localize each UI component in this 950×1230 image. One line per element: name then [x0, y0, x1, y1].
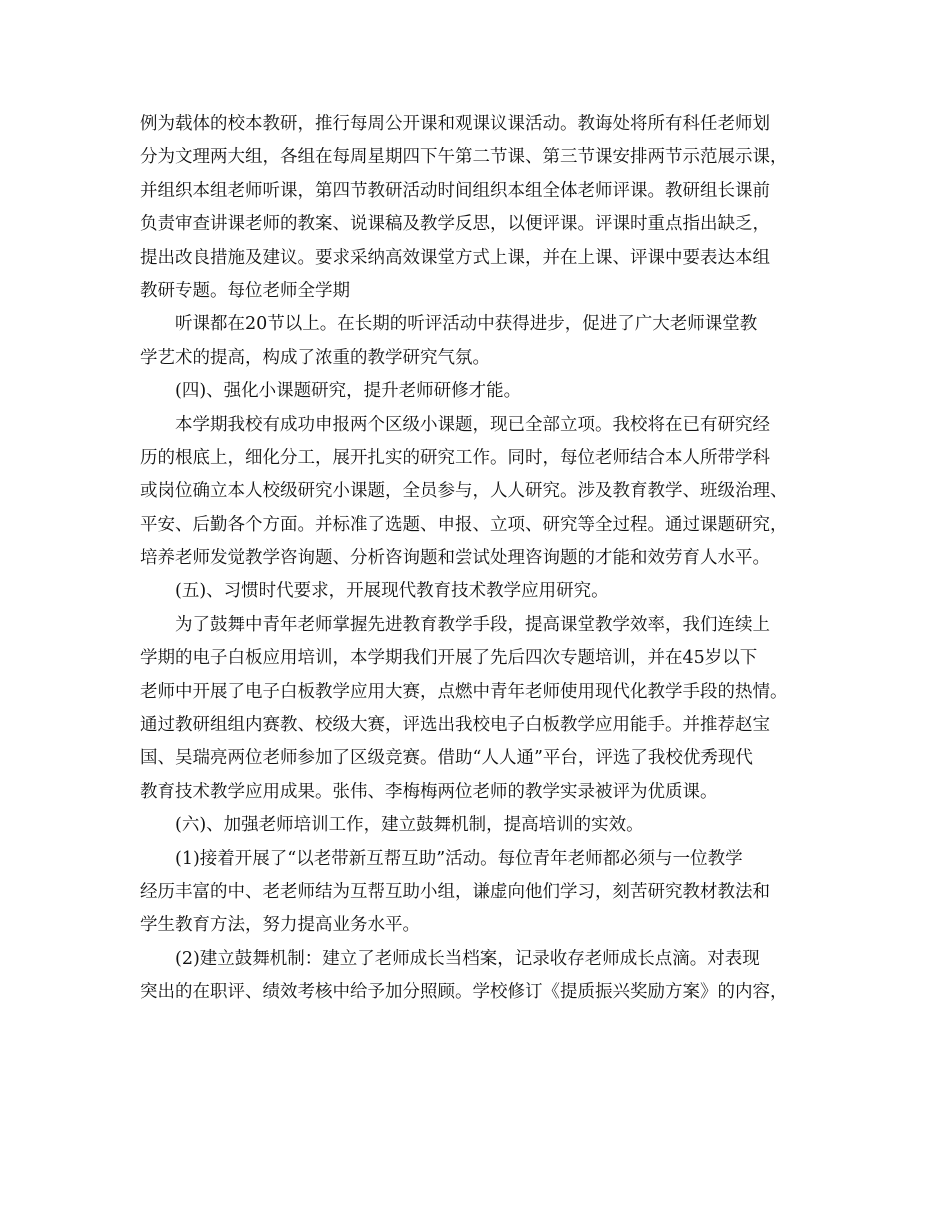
text-line: 教育技术教学应用成果。张伟、李梅梅两位老师的教学实录被评为优质课。 — [140, 781, 718, 802]
text-line: 历的根底上，细化分工，展开扎实的研究工作。同时，每位老师结合本人所带学科 — [140, 447, 770, 468]
text-line: 老师中开展了电子白板教学应用大赛，点燃中青年老师使用现代化教学手段的热情。 — [140, 681, 788, 702]
text-line: 突出的在职评、绩效考核中给予加分照顾。学校修订《提质振兴奖励方案》的内容， — [140, 982, 788, 1003]
text-line: 教研专题。每位老师全学期 — [140, 280, 350, 301]
text-line: 经历丰富的中、老老师结为互帮互助小组，谦虚向他们学习，刻苦研究教材教法和 — [140, 881, 770, 902]
text-line: 或岗位确立本人校级研究小课题，全员参与，人人研究。涉及教育教学、班级治理、 — [140, 481, 788, 502]
text-line: (四)、强化小课题研究，提升老师研修才能。 — [175, 381, 522, 402]
text-line: (五)、习惯时代要求，开展现代教育技术教学应用研究。 — [175, 581, 609, 602]
text-line: (1)接着开展了“以老带新互帮互助”活动。每位青年老师都必须与一位教学 — [175, 848, 743, 869]
text-line: 学期的电子白板应用培训，本学期我们开展了先后四次专题培训，并在45岁以下 — [140, 648, 758, 669]
text-line: 为了鼓舞中青年老师掌握先进教育教学手段，提高课堂教学效率，我们连续上 — [175, 614, 770, 635]
text-line: (2)建立鼓舞机制：建立了老师成长当档案，记录收存老师成长点滴。对表现 — [175, 948, 760, 969]
text-line: 通过教研组组内赛教、校级大赛，评选出我校电子白板教学应用能手。并推荐赵宝 — [140, 715, 770, 736]
text-line: 负责审查讲课老师的教案、说课稿及教学反思，以便评课。评课时重点指出缺乏， — [140, 214, 770, 235]
body-text — [140, 108, 830, 1010]
text-line: 例为载体的校本教研，推行每周公开课和观课议课活动。教诲处将所有科任老师划 — [140, 114, 770, 134]
text-line: 学生教育方法，努力提高业务水平。 — [140, 915, 420, 936]
text-line: 本学期我校有成功申报两个区级小课题，现已全部立项。我校将在已有研究经 — [175, 414, 770, 435]
text-line: (六)、加强老师培训工作，建立鼓舞机制，提高培训的实效。 — [175, 815, 644, 836]
text-line: 分为文理两大组，各组在每周星期四下午第二节课、第三节课安排两节示范展示课， — [140, 147, 788, 168]
text-line: 并组织本组老师听课，第四节教研活动时间组织本组全体老师评课。教研组长课前 — [140, 180, 770, 201]
text-line: 听课都在20节以上。在长期的听评活动中获得进步，促进了广大老师课堂教 — [175, 314, 758, 335]
text-line: 培养老师发觉教学咨询题、分析咨询题和尝试处理咨询题的才能和效劳育人水平。 — [140, 548, 770, 569]
text-line: 学艺术的提高，构成了浓重的教学研究气氛。 — [140, 347, 490, 368]
text-line: 平安、后勤各个方面。并标准了选题、申报、立项、研究等全过程。通过课题研究， — [140, 514, 788, 535]
text-line: 国、吴瑞亮两位老师参加了区级竞赛。借助“人人通”平台，评选了我校优秀现代 — [140, 748, 753, 769]
text-line: 提出改良措施及建议。要求采纳高效课堂方式上课，并在上课、评课中要表达本组 — [140, 247, 770, 268]
